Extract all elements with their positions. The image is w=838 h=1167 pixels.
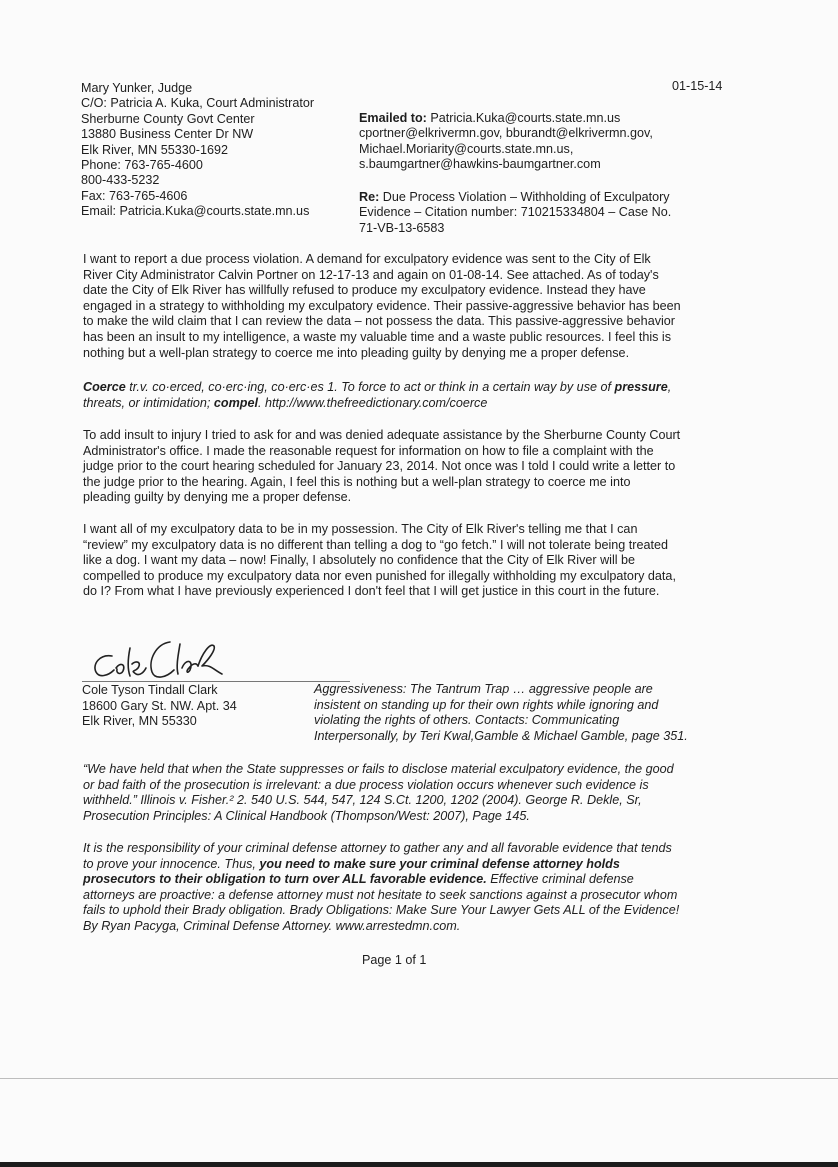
para2-line: judge prior to the court hearing scheduled for January 23, 2014. Not once was I told I could write a letter to (83, 459, 676, 474)
re-line1: Due Process Violation – Withholding of Exculpatory (379, 190, 670, 204)
paragraph-possession (83, 522, 763, 600)
emailed-line2: cportner@elkrivermn.gov, bburandt@elkrivermn.gov, (359, 126, 653, 141)
quote-aggressiveness (314, 682, 688, 744)
quote-pacyga-l3b: Effective criminal defense (486, 872, 634, 887)
para3-line: do I? From what I have previously experienced I don't feel that I will get justice in this court in the future. (83, 584, 660, 599)
coerce-comma: , (667, 380, 672, 394)
quote-pacyga-line: By Ryan Pacyga, Criminal Defense Attorney. www.arrestedmn.com. (83, 918, 461, 933)
quote-pacyga-line: fails to uphold their Brady obligation. Brady Obligations: Make Sure Your Lawyer Gets ALL of the Evidence! (83, 903, 680, 918)
scan-edge-line (0, 1078, 838, 1079)
para1-line: I want to report a due process violation. A demand for exculpatory evidence was sent to the City of Elk (83, 252, 651, 266)
signature-line (82, 681, 350, 682)
recipient-fax: Fax: 763-765-4606 (81, 188, 188, 203)
sender-street: 18600 Gary St. NW. Apt. 34 (82, 698, 237, 713)
quote-pacyga-line: attorneys are proactive: a defense attorney must not hesitate to seek sanctions against a prosecutor whom (83, 887, 678, 902)
signature (86, 634, 246, 686)
re-line3: 71-VB-13-6583 (359, 220, 445, 235)
quote-dekle (83, 762, 763, 824)
para1-line: River City Administrator Calvin Portner on 12-17-13 and again on 01-08-14. See attached. As of today's (83, 267, 659, 282)
coerce-definition (83, 380, 763, 411)
para2-line: To add insult to injury I tried to ask for and was denied adequate assistance by the Sherburne County Court (83, 428, 681, 442)
recipient-street: 13880 Business Center Dr NW (81, 127, 254, 142)
para2-line: pleading guilty by denying me a proper defense. (83, 490, 352, 505)
para1-line: nothing but a well-plan strategy to coerce me into pleading guilty by denying me a proper defense. (83, 345, 630, 360)
sender-address (82, 683, 237, 730)
quote-pacyga-line: It is the responsibility of your criminal defense attorney to gather any and all favorable evidence that tends (83, 841, 672, 855)
coerce-def3: . http://www.thefreedictionary.com/coerce (258, 395, 488, 410)
quote-dekle-line: Prosecution Principles: A Clinical Handbook (Thompson/West: 2007), Page 145. (83, 808, 530, 823)
re-line2: Evidence – Citation number: 710215334804 – Case No. (359, 205, 672, 220)
para1-line: engaged in a strategy to withholding my exculpatory evidence. Their passive-aggressive behavior has been (83, 298, 681, 313)
para3-line: like a dog. I want my data – now! Finally, I absolutely no confidence that the City of Elk River will be (83, 553, 636, 568)
para1-line: has been an insult to my intelligence, a waste my valuable time and a waste public resources. I feel this is (83, 329, 672, 344)
recipient-name: Mary Yunker, Judge (81, 81, 193, 95)
quote-pacyga (83, 841, 763, 935)
para3-line: I want all of my exculpatory data to be in my possession. The City of Elk River's telling me that I can (83, 522, 638, 536)
re-block (359, 190, 671, 236)
sender-city: Elk River, MN 55330 (82, 714, 197, 729)
coerce-def2: threats, or intimidation; (83, 395, 214, 410)
quote-dekle-line: or bad faith of the prosecution is irrelevant: a due process violation occurs whenever such evidence is (83, 777, 649, 792)
page-number: Page 1 of 1 (362, 953, 427, 967)
re-label: Re: (359, 190, 380, 204)
emailed-to-block (359, 111, 653, 173)
coerce-term: Coerce (83, 380, 126, 394)
recipient-phone2: 800-433-5232 (81, 173, 160, 188)
quote-pacyga-l2a: to prove your innocence. Thus, (83, 856, 260, 871)
recipient-address (81, 81, 314, 220)
quote-aggr-line: insistent on standing up for their own rights while ignoring and (314, 697, 659, 712)
paragraph-report (83, 252, 763, 361)
quote-aggr-line: Interpersonally, by Teri Kwal,Gamble & Michael Gamble, page 351. (314, 728, 688, 743)
quote-dekle-line: “We have held that when the State suppresses or fails to disclose material exculpatory evidence, the good (83, 762, 674, 776)
para3-line: “review” my exculpatory data is no different than telling a dog to “go fetch.” I will not tolerate being treated (83, 537, 668, 552)
emailed-line4: s.baumgartner@hawkins-baumgartner.com (359, 157, 601, 172)
quote-dekle-line: withheld.” Illinois v. Fisher.² 2. 540 U.S. 544, 547, 124 S.Ct. 1200, 1202 (2004). George R. Dekle, Sr, (83, 793, 642, 808)
recipient-office: Sherburne County Govt Center (81, 111, 255, 126)
recipient-city: Elk River, MN 55330-1692 (81, 142, 228, 157)
emailed-label: Emailed to: (359, 111, 427, 125)
quote-pacyga-l3a: prosecutors to their obligation to turn over ALL favorable evidence. (83, 872, 487, 887)
quote-pacyga-l2b: you need to make sure your criminal defense attorney holds (259, 856, 620, 871)
scan-bottom-edge (0, 1162, 838, 1167)
paragraph-insult (83, 428, 763, 506)
recipient-phone: Phone: 763-765-4600 (81, 158, 203, 173)
para1-line: date the City of Elk River has willfully refused to produce my exculpatory evidence. Instead they have (83, 283, 646, 298)
para2-line: the judge prior to the hearing. Again, I feel this is nothing but a well-plan strategy to coerce me into (83, 474, 631, 489)
emailed-line1: Patricia.Kuka@courts.state.mn.us (426, 111, 621, 125)
para2-line: Administrator's office. I made the reasonable request for information on how to file a complaint with the (83, 443, 654, 458)
quote-aggr-line: Aggressiveness: The Tantrum Trap … aggressive people are (314, 682, 653, 696)
quote-aggr-line: violating the rights of others. Contacts: Communicating (314, 713, 620, 728)
coerce-pressure: pressure (614, 380, 668, 394)
sender-name: Cole Tyson Tindall Clark (82, 683, 218, 697)
recipient-email: Email: Patricia.Kuka@courts.state.mn.us (81, 204, 310, 219)
para3-line: compelled to produce my exculpatory data nor even punished for illegally withholding my exculpatory data, (83, 568, 676, 583)
recipient-co: C/O: Patricia A. Kuka, Court Administrator (81, 96, 315, 111)
para1-line: to make the wild claim that I can review the data – not possess the data. This passive-aggressive behavior (83, 314, 675, 329)
emailed-line3: Michael.Moriarity@courts.state.mn.us, (359, 141, 574, 156)
coerce-def1: tr.v. co·erced, co·erc·ing, co·erc·es 1. To force to act or think in a certain way by use of (125, 380, 615, 394)
letter-date: 01-15-14 (672, 79, 723, 93)
coerce-compel: compel (213, 395, 258, 410)
